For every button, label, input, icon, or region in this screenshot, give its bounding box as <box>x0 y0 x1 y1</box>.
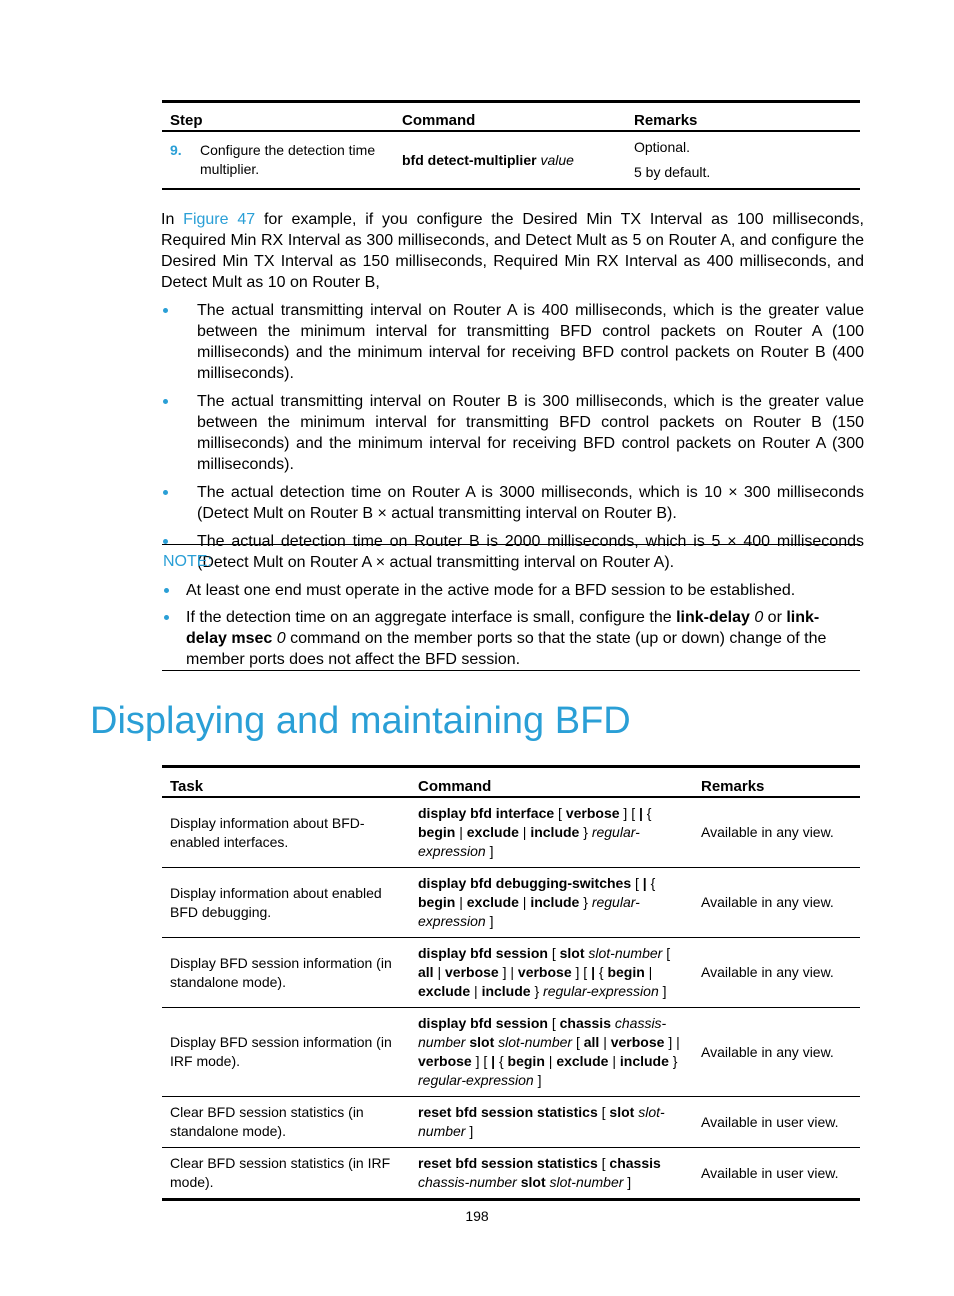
note-title: NOTE: <box>163 553 212 570</box>
table-row <box>162 797 860 868</box>
bullet-icon <box>164 588 169 593</box>
command-keyword: display bfd interface <box>418 805 555 821</box>
table-row <box>162 1097 860 1148</box>
remark-line: 5 by default. <box>634 164 711 180</box>
command-keyword: begin <box>607 964 645 980</box>
list-item-text: The actual transmitting interval on Router A is 400 milliseconds, which is the greater value between the minimum interval for transmitting BFD control packets on Router A (100 milliseconds) and the minimum interval for receiving BFD control packets on Router B (400 milliseconds). <box>197 302 864 382</box>
command-keyword: link-delay <box>676 609 750 626</box>
command-argument: 0 <box>272 630 286 647</box>
note-text: At least one end must operate in the active mode for a BFD session to be established. <box>186 582 796 599</box>
command-text <box>661 1155 665 1171</box>
command-text: | <box>544 1053 557 1069</box>
command-text: ] | <box>664 1034 684 1050</box>
note-list <box>162 580 860 676</box>
list-item <box>162 580 860 601</box>
command-text: [ <box>597 1155 610 1171</box>
command-text: ] <box>623 1174 632 1190</box>
command-keyword: include <box>481 983 531 999</box>
command-text: [ <box>662 945 674 961</box>
command-text: [ <box>597 1104 610 1120</box>
command-keyword: begin <box>507 1053 545 1069</box>
command-cell <box>410 797 693 868</box>
command-text: [ <box>554 805 566 821</box>
list-item <box>161 391 864 475</box>
step-number: 9. <box>170 142 182 158</box>
command-text: } <box>579 824 592 840</box>
page-number: 198 <box>465 1208 489 1224</box>
note-text: command on the member ports so that the state (up or down) change of the member ports does not affect the BFD session. <box>186 630 827 668</box>
command-argument: 0 <box>749 609 764 626</box>
command-argument: slot-number <box>418 1104 665 1139</box>
command-keyword: slot <box>469 1034 495 1050</box>
remarks-header: Remarks <box>693 767 860 798</box>
command-keyword: display bfd session <box>418 1015 548 1031</box>
task-header: Task <box>162 767 410 798</box>
command-keyword: link-delay msec <box>186 609 820 647</box>
command-keyword: bfd detect-multiplier <box>402 151 537 168</box>
bullet-icon <box>163 490 168 495</box>
command-keyword: verbose <box>517 964 572 980</box>
command-cell <box>394 131 626 189</box>
command-argument: value <box>540 151 574 168</box>
command-keyword: | <box>491 1053 496 1069</box>
command-keyword: exclude <box>466 894 519 910</box>
command-text: } <box>579 894 592 910</box>
command-keyword: slot <box>609 1104 635 1120</box>
remarks-cell: Available in any view. <box>693 797 860 868</box>
step-table <box>162 100 860 190</box>
command-text: | <box>518 894 531 910</box>
list-item <box>161 482 864 524</box>
note-text: If the detection time on an aggregate interface is small, configure the <box>186 609 677 626</box>
remarks-header: Remarks <box>626 102 860 132</box>
command-keyword: slot <box>520 1174 546 1190</box>
command-text: { <box>646 875 660 891</box>
command-keyword: verbose <box>418 1053 472 1069</box>
command-text: { <box>642 805 656 821</box>
figure-link[interactable]: Figure 47 <box>183 211 256 228</box>
list-item-text: The actual detection time on Router A is 3000 milliseconds, which is 10 × 300 milliseconds (Detect Mult on Router B × actual transmitting interval on Router B). <box>197 484 864 522</box>
command-argument: regular-expression <box>418 894 640 929</box>
command-text: | <box>455 894 467 910</box>
list-item <box>161 300 864 384</box>
command-argument: chassis-number <box>418 1174 517 1190</box>
command-text: } <box>668 1053 682 1069</box>
command-cell <box>410 1097 693 1148</box>
command-keyword: reset bfd session statistics <box>418 1155 598 1171</box>
bullet-icon <box>164 615 169 620</box>
command-keyword: include <box>530 894 580 910</box>
list-item <box>162 607 860 670</box>
step-header: Step <box>162 102 394 132</box>
command-text: | <box>455 824 467 840</box>
command-text: [ <box>631 875 643 891</box>
command-argument: slot-number <box>549 1174 624 1190</box>
bullet-icon <box>163 308 168 313</box>
table-row <box>162 938 860 1008</box>
remarks-cell: Available in any view. <box>693 868 860 938</box>
command-text: { <box>594 964 608 980</box>
note-box <box>162 544 860 671</box>
command-text: ] | <box>498 964 518 980</box>
command-text: ] <box>465 1123 474 1139</box>
command-keyword: all <box>583 1034 600 1050</box>
command-text: ] <box>533 1072 542 1088</box>
command-text: ] <box>658 983 667 999</box>
task-table-header-row <box>162 767 860 798</box>
table-row <box>162 1148 860 1200</box>
task-cell: Display BFD session information (in standalone mode). <box>162 938 410 1008</box>
command-text: [ <box>547 1015 560 1031</box>
task-cell: Display BFD session information (in IRF mode). <box>162 1008 410 1097</box>
command-text: | <box>433 964 445 980</box>
command-text: | <box>608 1053 620 1069</box>
command-keyword: begin <box>418 824 456 840</box>
command-keyword: display bfd session <box>418 945 548 961</box>
step-cell <box>162 131 394 189</box>
command-text: | <box>599 1034 611 1050</box>
command-keyword: include <box>530 824 580 840</box>
command-keyword: exclude <box>466 824 519 840</box>
command-keyword: verbose <box>565 805 620 821</box>
command-keyword: verbose <box>610 1034 665 1050</box>
command-keyword: begin <box>418 894 456 910</box>
command-keyword: chassis <box>559 1015 611 1031</box>
remarks-cell: Available in any view. <box>693 1008 860 1097</box>
table-row <box>162 1008 860 1097</box>
list-item-text: The actual transmitting interval on Router B is 300 milliseconds, which is the greater value between the minimum interval for transmitting BFD control packets on Router B (150 milliseconds) and the minimum interval for receiving BFD control packets on Router A (300 milliseconds). <box>197 393 864 473</box>
command-argument: regular-expression <box>543 983 659 999</box>
task-cell: Clear BFD session statistics (in IRF mode). <box>170 1155 391 1190</box>
command-text: | <box>470 983 482 999</box>
command-text: | <box>644 964 657 980</box>
remark-line: Optional. <box>634 139 691 155</box>
command-cell <box>410 938 693 1008</box>
command-keyword: exclude <box>418 983 471 999</box>
remarks-cell <box>626 131 860 189</box>
command-header: Command <box>410 767 693 798</box>
command-argument: regular-expression <box>418 1072 534 1088</box>
command-header: Command <box>394 102 626 132</box>
list-item-text: The actual detection time on Router B is 2000 milliseconds, which is 5 × 400 milliseconds (Detect Mult on Router A × actual transmitting interval on Router A). <box>197 533 864 571</box>
command-text: ] <box>485 913 494 929</box>
command-keyword: display bfd debugging-switches <box>418 875 632 891</box>
task-cell: Clear BFD session statistics (in standalone mode). <box>162 1097 410 1148</box>
command-keyword: chassis <box>609 1155 661 1171</box>
command-text: } <box>530 983 544 999</box>
command-text: ] [ <box>571 964 592 980</box>
command-argument: slot-number <box>588 945 663 961</box>
step-description: Configure the detection time multiplier. <box>200 142 376 177</box>
command-keyword: | <box>638 805 643 821</box>
table-row <box>162 868 860 938</box>
command-cell <box>410 1008 693 1097</box>
command-keyword: exclude <box>556 1053 609 1069</box>
command-keyword: reset bfd session statistics <box>418 1104 598 1120</box>
table-row <box>162 131 860 189</box>
command-keyword: | <box>591 964 595 980</box>
command-text: { <box>495 1053 508 1069</box>
command-text: ] <box>485 843 494 859</box>
command-text: ] [ <box>619 805 639 821</box>
command-argument: chassis-number <box>418 1015 667 1050</box>
command-keyword: | <box>642 875 647 891</box>
command-text: | <box>518 824 531 840</box>
command-cell <box>410 1148 693 1200</box>
command-argument: regular-expression <box>418 824 640 859</box>
note-text: or <box>763 609 787 626</box>
command-keyword: verbose <box>445 964 499 980</box>
section-heading: Displaying and maintaining BFD <box>90 700 631 742</box>
remarks-cell: Available in any view. <box>693 938 860 1008</box>
bullet-icon <box>163 399 168 404</box>
command-argument: slot-number <box>498 1034 573 1050</box>
intro-text: In <box>161 211 184 228</box>
remarks-cell: Available in user view. <box>693 1097 860 1148</box>
command-text: [ <box>547 945 560 961</box>
step-table-header-row <box>162 102 860 132</box>
command-text: ] [ <box>471 1053 492 1069</box>
task-cell: Display information about BFD-enabled interfaces. <box>162 797 410 868</box>
task-table <box>162 765 860 1201</box>
task-cell: Display information about enabled BFD debugging. <box>162 868 410 938</box>
command-keyword: slot <box>559 945 585 961</box>
command-text: [ <box>572 1034 584 1050</box>
command-cell <box>410 868 693 938</box>
remarks-cell: Available in user view. <box>701 1164 839 1181</box>
command-keyword: all <box>418 964 434 980</box>
intro-paragraph <box>161 209 864 293</box>
intro-text: for example, if you configure the Desired Min TX Interval as 100 milliseconds, Required Min RX Interval as 300 milliseconds, and Detect Mult as 5 on Router A, and configure the Desired Min TX Interval as 150 milliseconds, Required Min RX Interval as 400 milliseconds, and Detect Mult as 10 on Router B, <box>161 211 865 291</box>
bullet-list <box>161 300 864 580</box>
command-keyword: include <box>619 1053 669 1069</box>
